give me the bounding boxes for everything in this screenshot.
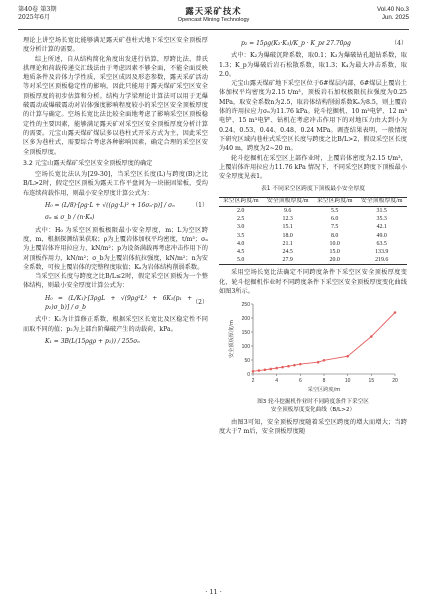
figure-caption-line-1: 图3 轮斗挖掘机作业时不同跨度条件下采空区 bbox=[257, 398, 369, 405]
data-point bbox=[275, 367, 278, 370]
equation-body: σₙ ≤ σ_b / (n·Kₐ) bbox=[45, 214, 95, 222]
y-tick-label: 100 bbox=[241, 344, 250, 351]
table-cell: 42.1 bbox=[376, 224, 387, 231]
data-point bbox=[287, 365, 290, 368]
x-tick-label: 2 bbox=[251, 378, 255, 385]
table-header-cell: 采空区跨度/m bbox=[219, 197, 262, 206]
equation-4 bbox=[241, 39, 407, 48]
table-cell: 6.0 bbox=[331, 216, 339, 223]
right-column bbox=[219, 36, 407, 436]
equation-body: H₀ = (L/K₁)·[3ρgL + √(9ρg²L² + 6K₁(p₁ + p₂)σ_b)] / σ_b bbox=[45, 294, 193, 312]
data-point bbox=[370, 335, 373, 338]
paragraph: 轮斗挖掘机在采空区上部作业时，上覆岩体密度为2.15 t/m³，上覆岩体许用拉应力11.76 kPa 情况下，不同采空区跨度下顶板最小安全厚度见表1。 bbox=[219, 154, 407, 181]
journal-title-cn: 露天采矿技术 bbox=[185, 6, 242, 16]
table-row bbox=[219, 232, 407, 240]
date-en: Jun. 2025 bbox=[381, 14, 409, 21]
table-cell: 8.0 bbox=[331, 232, 339, 239]
table-cell: 12.3 bbox=[282, 216, 293, 223]
equation-constraint bbox=[45, 213, 208, 222]
paragraph: 理论上讲空场长宽比能够满足露天矿巷柱式地下采空区安全顶板厚度分析计算的需要。 bbox=[23, 37, 208, 54]
left-column bbox=[23, 36, 208, 349]
paragraph: 采用空场长宽比法确定不同跨度条件下采空区安全顶板厚度变化，轮斗挖掘机作业时不同跨度条件下采空区安全顶板厚度变化曲线如图3所示。 bbox=[219, 269, 407, 295]
table-cell: 9.6 bbox=[284, 207, 292, 214]
data-point bbox=[394, 311, 397, 314]
table-cell: 3.5 bbox=[237, 232, 245, 239]
x-tick-label: 10 bbox=[344, 378, 351, 385]
table-cell: 15.0 bbox=[329, 248, 340, 255]
table-cell: 2.5 bbox=[237, 216, 245, 223]
y-axis-label: 安全顶板厚度/m bbox=[229, 320, 235, 359]
x-tick-label: 15 bbox=[368, 378, 375, 385]
table-cell: 15.1 bbox=[282, 224, 293, 231]
table-cell: 219.6 bbox=[356, 256, 407, 265]
table-row bbox=[219, 248, 407, 256]
x-axis-label: 采空区跨度/m bbox=[307, 387, 341, 393]
date-cn: 2025年6月 bbox=[18, 14, 51, 21]
data-point bbox=[281, 366, 284, 369]
header-right bbox=[377, 6, 409, 22]
equation-3 bbox=[45, 337, 208, 346]
table-cell: 7.5 bbox=[331, 224, 339, 231]
data-point bbox=[317, 361, 320, 364]
table-cell: 63.5 bbox=[376, 240, 387, 247]
equation-body: K₁ = 3B(L(15ρgρ + p₁)) / 255σₙ bbox=[45, 337, 140, 345]
paragraph: 式中：H₀ 为采空区顶板极限最小安全厚度，m；L为空区跨度，m，根据探测结果获取；ρ为上覆岩体加权平均密度，t/m³；σₙ为上覆岩体许用拉应力，kN/m²；p为设备满载再考虑冲击作用下的对顶板作用力，kN/m²；σ_b为上覆岩体抗拉强度，kN/m²；n为安全系数，可按上覆岩体的完整程度取值；Kₐ为岩体结构削弱系数。 bbox=[23, 226, 208, 271]
table-cell: 20.0 bbox=[313, 256, 356, 265]
table-cell: 5.0 bbox=[219, 256, 262, 265]
span-thickness-table bbox=[219, 197, 407, 266]
data-point bbox=[293, 364, 296, 367]
paragraph: 当采空区长度与跨度之比B/L≤2时，假定采空区顶板为一个整体结构，则最小安全厚度计算公式为： bbox=[23, 273, 208, 290]
table-cell: 49.0 bbox=[376, 232, 387, 239]
equation-1 bbox=[45, 201, 208, 210]
page-number: · 11 · bbox=[205, 588, 222, 596]
paragraph: 综上所述，自从结构简化角度出发进行估算，厚跨比法、普氏拱理论和荷载传递交汇线法由于考虑因素不够全面，不能全面反映地质条件及岩体力学性质，采空区成因及形态参数，露天采矿活动等对采空区顶板稳定性的影响，因此只能用于露天煤矿采空区安全顶板厚度的初步估算和分析。结构力学梁理论计算法可以用于无爆破震动或爆破震动对岩体强度影响程度较小的采空区安全顶板厚度的计算与确定。空场长宽比法比较全面地考虑了影响采空区顶板稳定性的主要因素，能够满足露天矿对采空区安全顶板厚度分析计算的需要。元宝山露天煤矿煤层多以巷柱式开采方式为主，因此采空区多为巷柱式，需要综合考虑各种影响因素，确定合理的采空区安全顶板厚度。 bbox=[23, 55, 208, 156]
figure-3 bbox=[227, 300, 407, 395]
equation-number: （4） bbox=[391, 40, 407, 47]
table-header-row bbox=[219, 197, 407, 206]
header-center bbox=[18, 6, 409, 24]
table-cell: 24.5 bbox=[282, 248, 293, 255]
data-point bbox=[299, 363, 302, 366]
table-header-cell: 采空区跨度/m bbox=[313, 197, 356, 206]
y-tick-label: 50 bbox=[244, 358, 250, 365]
table-cell: 10.0 bbox=[329, 240, 340, 247]
y-tick-label: 250 bbox=[241, 302, 250, 309]
table-caption: 表1 不同采空区跨度下顶板最小安全厚度 bbox=[260, 186, 366, 193]
x-tick-label: 6 bbox=[298, 378, 302, 385]
table-cell: 35.3 bbox=[376, 216, 387, 223]
equation-2 bbox=[45, 294, 208, 313]
y-tick-label: 200 bbox=[241, 316, 250, 323]
table-cell: 4.5 bbox=[237, 248, 245, 255]
figure-caption-line-2: 安全顶板厚度变化曲线（B/L>2） bbox=[270, 406, 356, 413]
page-header bbox=[18, 6, 409, 28]
table-row bbox=[219, 215, 407, 223]
paragraph: 空场长宽比法认为[29-30]，当采空区长度(L)与跨度(B)之比B/L>2时，假定空区顶板为露天工作平盘间为一块嵌固梁板，受均布连续荷载作用，则最小安全厚度计算公式为： bbox=[23, 171, 208, 197]
table-row bbox=[219, 223, 407, 231]
data-point bbox=[258, 370, 261, 373]
journal-title-en: Opencast Mining Technology bbox=[177, 17, 250, 23]
equation-number: （1） bbox=[192, 202, 208, 210]
paragraph: 由图3可知，安全顶板厚度随着采空区跨度的增大而增大；当跨度大于7 m后，安全顶板厚度随 bbox=[219, 418, 407, 435]
equation-number: （2） bbox=[192, 299, 208, 307]
table-row bbox=[219, 206, 407, 215]
line-chart bbox=[227, 300, 399, 392]
paragraph: 元宝山露天煤矿地下采空区位于6#煤层内部，6#煤层上覆岩土体加权平均密度为2.15 t/m³，顶板岩石加权极限抗拉强度为0.25 MPa，取安全系数n为2.5，取岩体结构削弱系数Kₐ为8.5，则上覆岩体的许用拉应力σₙ为11.76 kPa。轮斗挖掘机、10 m³电铲、12 m³电铲、15 m³电铲、钻机在考虑冲击作用下的对地压力由大到小为0.24、0.53、0.44、0.48、0.24 MPa。调查结果表明，一般情况下研究区域内巷柱式采空区长度与跨度之比B/L>2，假设采空区长度为40 m，跨度为2~20 m。 bbox=[219, 80, 407, 153]
table-cell: 5.5 bbox=[331, 207, 339, 214]
table-cell: 21.1 bbox=[282, 240, 293, 247]
equation-body: H₀ = (L/8)·[ρg·L + √((ρg·L)² + 16σₙ·p)] / σₙ bbox=[45, 202, 175, 210]
series-line bbox=[253, 313, 395, 372]
table-cell: 4.0 bbox=[237, 240, 245, 247]
table-cell: 18.0 bbox=[282, 232, 293, 239]
data-point bbox=[252, 370, 255, 373]
paragraph: 式中：K₂为爆破沉降系数，取0.1；K₃为爆破钻孔超钻系数，取1.3；K_p为爆破后岩石松散系数，取1.3；K₄为最大冲击系数，取2.0。 bbox=[219, 52, 407, 78]
table-cell: 3.0 bbox=[237, 224, 245, 231]
x-tick-label: 8 bbox=[322, 378, 326, 385]
data-point bbox=[269, 368, 272, 371]
volume-cn: 第40卷 第3期 bbox=[18, 6, 57, 13]
data-point bbox=[323, 359, 326, 362]
table-header-cell: 安全顶板厚度/m bbox=[356, 197, 407, 206]
table-row bbox=[219, 256, 407, 265]
table-cell: 2.0 bbox=[237, 207, 245, 214]
table-cell: 133.9 bbox=[375, 248, 389, 255]
equation-body: p₂ = 15ρg(K₂·K₃)/K_p · K_pℓ 27.70ρg bbox=[241, 40, 351, 47]
volume-en: Vol.40 No.3 bbox=[377, 6, 409, 13]
x-tick-label: 20 bbox=[392, 378, 398, 385]
paragraph: 式中：K₁为计算修正系数，根据采空区长宽比及区稳定性不同而取不同的值；p₂为上部台阶爆破产生的动载荷，kPa。 bbox=[23, 316, 208, 333]
data-point bbox=[264, 369, 267, 372]
y-tick-label: 0 bbox=[247, 372, 250, 379]
section-heading: 3.2 元宝山露天煤矿采空区安全顶板厚度的确定 bbox=[23, 159, 153, 167]
data-point bbox=[346, 355, 349, 358]
y-tick-label: 150 bbox=[241, 330, 250, 337]
table-cell: 27.9 bbox=[262, 256, 313, 265]
table-row bbox=[219, 240, 407, 248]
table-cell: 31.5 bbox=[376, 207, 387, 214]
table-header-cell: 安全顶板厚度/m bbox=[262, 197, 313, 206]
header-rule bbox=[18, 29, 409, 30]
x-tick-label: 4 bbox=[275, 378, 279, 385]
